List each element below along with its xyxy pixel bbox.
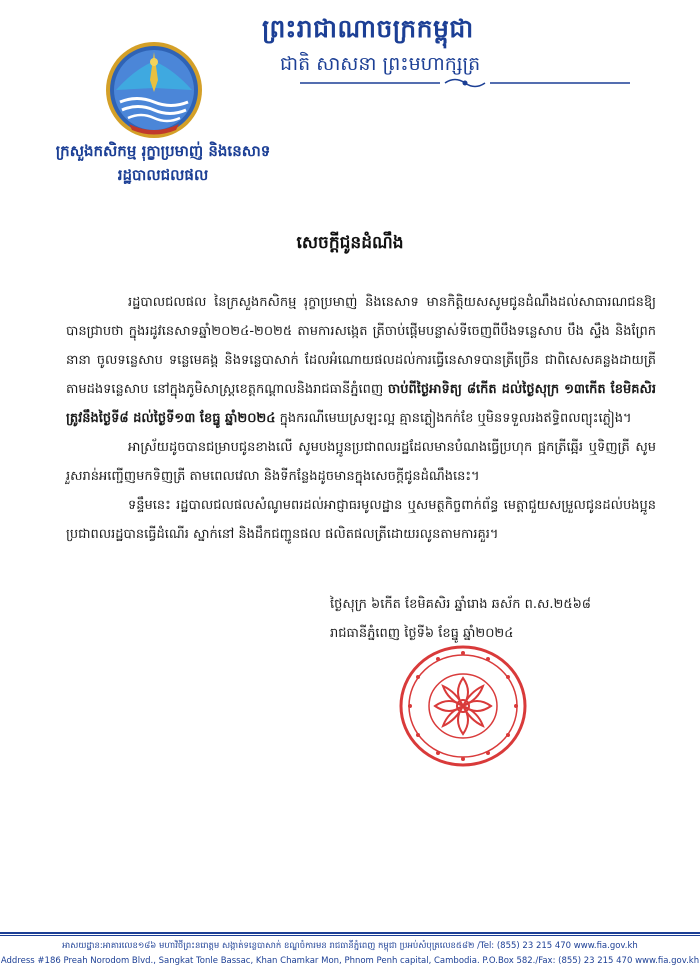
footer-address-english: Address #186 Preah Norodom Blvd., Sangkat Tonle Bassac, Khan Chamkar Mon, Phnom Penh capital, Cambodia. P.O.Box 582./Fax: (855) 23 215 470 www.fia.gov.kh [0, 956, 700, 966]
administration-name: រដ្ឋបាលជលផល [117, 166, 209, 184]
paragraph-1-text: រដ្ឋបាលជលផល នៃក្រសួងកសិកម្ម រុក្ខាប្រមាញ់ និងនេសាទ មានកិត្តិយសសូមជូនដំណឹងដល់សាធារណជនឱ្យបានជ្រាបថា ក្នុងរដូវនេសាទឆ្នាំ២០២៤-២០២៥ តាមការសង្កេត ត្រីចាប់ផ្តើមបន្លាស់ទីចេញពីបឹងទន្លេសាប បឹង ស្ទឹង និងព្រែកនានា ចូលទន្លេសាប ទន្លេមេគង្គ និងទន្លេបាសាក់ ដែលអំណោយផលដល់ការធ្វើនេសាទបានត្រីច្រើន ជាពិសេសគន្លងដាយត្រីតាមដងទន្លេសាប នៅក្នុងភូមិសាស្ត្រខេត្តកណ្តាលនិងរាជធានីភ្នំពេញ [66, 295, 656, 397]
lunar-date: ថ្ងៃសុក្រ ៦កើត ខែមិគសិរ ឆ្នាំរោង ឆស័ក ព.ស.២៥៦៨ [330, 597, 591, 612]
ornament-divider-icon [300, 76, 630, 90]
paragraph-1-ending: ក្នុងករណីមេឃស្រឡះល្អ គ្មានភ្លៀងកក់ខែ ឬមិនទទួលរងឥទ្ធិពលព្យុះភ្លៀង។ [279, 411, 632, 426]
paragraph-3-text: ទន្ទឹមនេះ រដ្ឋបាលជលផលសំណូមពរដល់អាជ្ញាធរមូលដ្ឋាន ឬសមត្ថកិច្ចពាក់ព័ន្ធ មេត្តាជួយសម្រួលជូនដល់បងប្អូនប្រជាពលរដ្ឋបានធ្វើដំណើរ ស្នាក់នៅ និងដឹកជញ្ជូនផល ផលិតផលត្រីដោយរលូនតាមការគួរ។ [66, 498, 656, 542]
footer-address-khmer: អាសយដ្ឋាន:អាគារលេខ១៨៦ មហាវិថីព្រះនរោត្តម សង្កាត់ទន្លេបាសាក់ ខណ្ឌចំការមន រាជធានីភ្នំពេញ កម្ពុជា ប្រអប់សំបុត្រលេខ៥៨២ /Tel: (855) 23 215 470 www.fia.gov.kh [62, 941, 638, 951]
paragraph-1 [66, 288, 656, 433]
official-seal-icon [398, 644, 528, 768]
fisheries-emblem-icon [104, 40, 204, 140]
paragraph-1-highlight: ចាប់ពីថ្ងៃអាទិត្យ ៨កើត ដល់ថ្ងៃសុក្រ ១៣កើត ខែមិគសិរ ត្រូវនឹងថ្ងៃទី៨ ដល់ថ្ងៃទី១៣ ខែធ្នូ ឆ្នាំ២០២៤ [66, 382, 656, 426]
document-body [66, 288, 656, 549]
kingdom-heading [262, 14, 682, 80]
footer-address [0, 939, 700, 969]
document-title: សេចក្តីជូនដំណឹង [296, 233, 404, 253]
solar-date: រាជធានីភ្នំពេញ ថ្ងៃទី៦ ខែធ្នូ ឆ្នាំ២០២៤ [330, 626, 514, 641]
footer-divider [0, 932, 700, 934]
paragraph-2-text: អាស្រ័យដូចបានជម្រាបជូនខាងលើ សូមបងប្អូនប្រជាពលរដ្ឋដែលមានបំណងធ្វើប្រហុក ផ្អកត្រីឆ្អើរ ឬទិញត្រី សូមរួសរាន់អញ្ជើញមកទិញត្រី តាមពេលវេលា និងទីកន្លែងដូចមានក្នុងសេចក្តីជូនដំណឹងនេះ។ [66, 440, 656, 484]
kingdom-name: ព្រះរាជាណាចក្រកម្ពុជា [262, 14, 474, 43]
ministry-name: ក្រសួងកសិកម្ម រុក្ខាប្រមាញ់ និងនេសាទ [55, 142, 271, 160]
date-block [330, 590, 670, 648]
national-motto: ជាតិ សាសនា ព្រះមហាក្សត្រ [280, 53, 481, 75]
ministry-heading [18, 142, 308, 188]
footer-divider-thin [0, 935, 700, 936]
paragraph-2 [66, 433, 656, 491]
paragraph-3 [66, 491, 656, 549]
